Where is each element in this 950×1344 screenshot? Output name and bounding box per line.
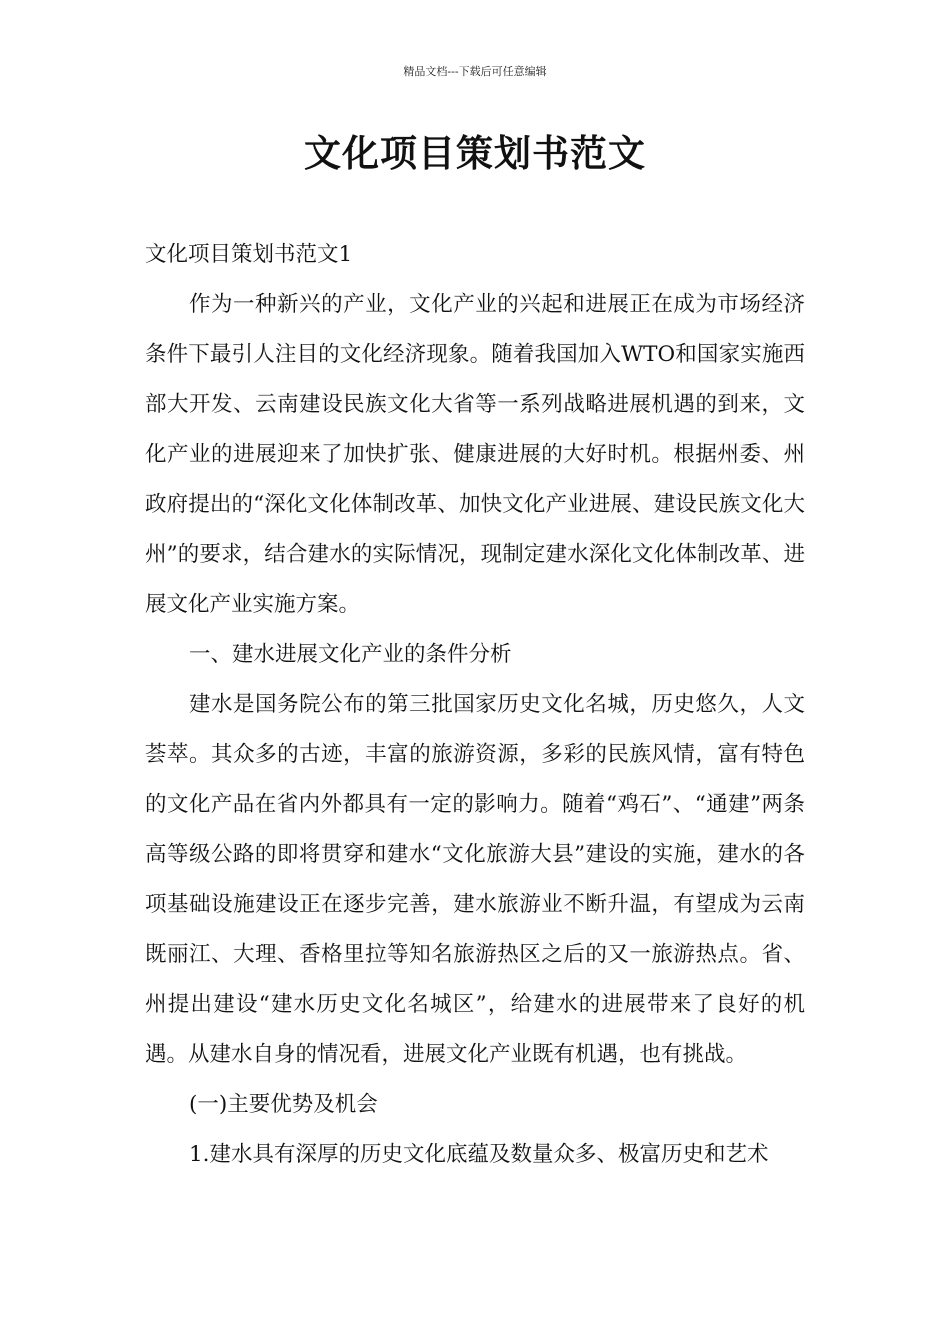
- paragraph: 1.建水具有深厚的历史文化底蕴及数量众多、极富历史和艺术: [189, 1142, 769, 1167]
- paragraph: 建水是国务院公布的第三批国家历史文化名城，历史悠久，人文荟萃。其众多的古迹，丰富的旅游资源，多彩的民族风情，富有特色的文化产品在省内外都具有一定的影响力。随着“鸡石”、“通建”两条高等级公路的即将贯穿和建水“文化旅游大县”建设的实施，建水的各项基础设施建设正在逐步完善，建水旅游业不断升温，有望成为云南既丽江、大理、香格里拉等知名旅游热区之后的又一旅游热点。省、州提出建设“建水历史文化名城区”，给建水的进展带来了良好的机遇。从建水自身的情况看，进展文化产业既有机遇，也有挑战。: [145, 692, 805, 1067]
- paragraph: (一)主要优势及机会: [189, 1092, 378, 1117]
- document-title: 文化项目策划书范文: [304, 131, 646, 175]
- header-note: 精品文档---下载后可任意编辑: [403, 65, 547, 78]
- paragraph: 作为一种新兴的产业，文化产业的兴起和进展正在成为市场经济条件下最引人注目的文化经济现象。随着我国加入WTO和国家实施西部大开发、云南建设民族文化大省等一系列战略进展机遇的到来，文化产业的进展迎来了加快扩张、健康进展的大好时机。根据州委、州政府提出的“深化文化体制改革、加快文化产业进展、建设民族文化大州”的要求，结合建水的实际情况，现制定建水深化文化体制改革、进展文化产业实施方案。: [145, 292, 805, 617]
- paragraph: 一、建水进展文化产业的条件分析: [189, 642, 512, 667]
- section-heading: 文化项目策划书范文1: [145, 242, 353, 267]
- document-body: [145, 230, 805, 1180]
